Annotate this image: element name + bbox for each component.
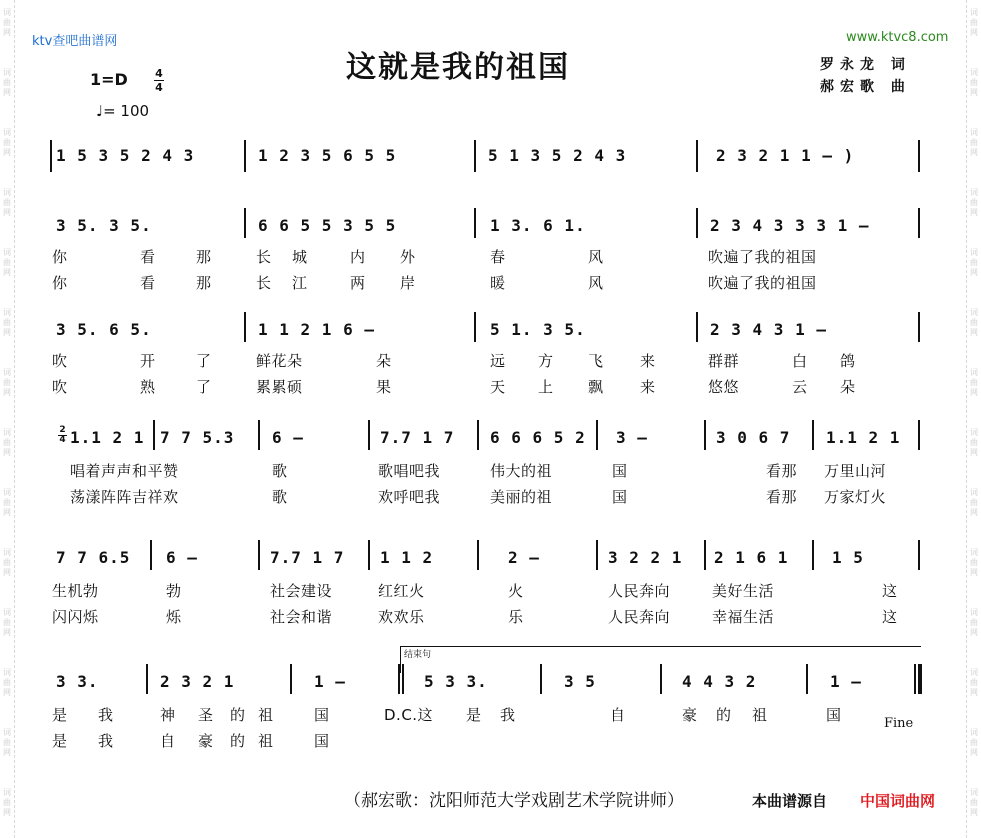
barline [918, 208, 920, 238]
watermark-glyph: 词 曲 网 [970, 668, 978, 697]
barline [696, 208, 698, 238]
lyric: 朵 [376, 352, 392, 370]
composer-credit: 郝宏歌 曲 [820, 79, 911, 95]
lyric: 圣 [198, 706, 214, 724]
measure: 1 1 2 [380, 548, 434, 567]
lyric: 你 [52, 274, 68, 292]
measure: 3 2 2 1 [608, 548, 683, 567]
barline [918, 312, 920, 342]
measure: 1.1 2 1 [826, 428, 901, 447]
barline [806, 664, 808, 694]
lyric: 豪 [198, 732, 214, 750]
lyric: 神 [160, 706, 176, 724]
barline [696, 140, 698, 172]
barline [918, 540, 920, 570]
measure: 6 – [272, 428, 304, 447]
barline [540, 664, 542, 694]
measure: 6 6 6 5 2 [490, 428, 586, 447]
measure: 5 3 3. [424, 672, 488, 691]
barline [474, 140, 476, 172]
lyric: 群群 [708, 352, 740, 370]
lyric: 祖 [258, 706, 274, 724]
measure: 3 5 [564, 672, 596, 691]
lyric: 开 [140, 352, 156, 370]
lyric: 吹 [52, 378, 68, 396]
lyric: 了 [196, 352, 212, 370]
lyric: 是 [52, 732, 68, 750]
watermark-glyph: 词 曲 网 [3, 188, 11, 217]
right-watermark-strip [966, 0, 981, 838]
watermark-glyph: 词 曲 网 [970, 608, 978, 637]
measure: 1 – [830, 672, 862, 691]
barline [918, 420, 920, 450]
watermark-glyph: 词 曲 网 [3, 548, 11, 577]
watermark-glyph: 词 曲 网 [3, 428, 11, 457]
lyric: 万家灯火 [824, 488, 887, 506]
lyric: 闪闪烁 [52, 608, 99, 626]
measure: 1 1 2 1 6 – [258, 320, 375, 339]
lyric: 国 [314, 706, 330, 724]
barline [477, 540, 479, 570]
lyric: 江 [292, 274, 308, 292]
watermark-glyph: 词 曲 网 [3, 68, 11, 97]
lyric: 自 [610, 706, 626, 724]
measure: 3 5. 3 5. [56, 216, 152, 235]
barline [812, 420, 814, 450]
lyric: 红红火 [378, 582, 425, 600]
lyric: 生机勃 [52, 582, 99, 600]
watermark-glyph: 词 曲 网 [970, 488, 978, 517]
watermark-glyph: 词 曲 网 [3, 728, 11, 757]
song-title: 这就是我的祖国 [346, 50, 570, 85]
lyric: 春 [490, 248, 506, 266]
lyric: 云 [792, 378, 808, 396]
lyric: 风 [588, 248, 604, 266]
time-signature [154, 68, 164, 93]
measure: 1.1 2 1 [70, 428, 145, 447]
lyric: 风 [588, 274, 604, 292]
measure: 5 1 3 5 2 4 3 [488, 146, 627, 165]
barline [368, 540, 370, 570]
time-signature-2-4: 2 4 [59, 425, 66, 445]
lyric: 荡漾阵阵吉祥欢 [70, 488, 179, 506]
lyric: 看 [140, 274, 156, 292]
tempo-marking: ♩= 100 [96, 102, 150, 120]
watermark-glyph: 词 曲 网 [3, 8, 11, 37]
measure: 2 3 2 1 1 – ) [716, 146, 855, 165]
lyric: 悠悠 [708, 378, 740, 396]
source-site-link[interactable]: 中国词曲网 [860, 792, 936, 810]
lyric: 来 [640, 378, 656, 396]
barline-double [398, 664, 400, 694]
lyric: 长 [256, 274, 272, 292]
watermark-glyph: 词 曲 网 [3, 128, 11, 157]
lyric: 看 [140, 248, 156, 266]
watermark-glyph: 词 曲 网 [3, 308, 11, 337]
composer-note: （郝宏歌：沈阳师范大学戏剧艺术学院讲师） [344, 791, 684, 811]
lyric: 果 [376, 378, 392, 396]
watermark-glyph: 词 曲 网 [970, 428, 978, 457]
lyric: 烁 [166, 608, 182, 626]
barline [244, 140, 246, 172]
lyric: 火 [508, 582, 524, 600]
lyric: 自 [160, 732, 176, 750]
lyric: 那 [196, 248, 212, 266]
lyric: 吹遍了我的祖国 [708, 274, 817, 292]
lyric: 美丽的祖 [490, 488, 553, 506]
watermark-glyph: 词 曲 网 [3, 788, 11, 817]
lyric: 万里山河 [824, 462, 887, 480]
lyric: 了 [196, 378, 212, 396]
lyric: 两 [350, 274, 366, 292]
ending-label: 结束句 [404, 650, 432, 660]
key-signature: 1=D [90, 70, 128, 89]
barline [258, 420, 260, 450]
lyric: 飘 [588, 378, 604, 396]
watermark-glyph: 词 曲 网 [970, 788, 978, 817]
lyric: 暖 [490, 274, 506, 292]
lyric: 国 [314, 732, 330, 750]
lyric: 国 [612, 462, 628, 480]
lyric: 祖 [752, 706, 768, 724]
lyric: 朵 [840, 378, 856, 396]
final-barline-thin [914, 664, 916, 694]
lyricist-credit: 罗永龙 词 [820, 57, 911, 73]
measure: 1 – [314, 672, 346, 691]
lyric: 人民奔向 [608, 582, 671, 600]
barline [153, 420, 155, 450]
lyric: 鲜花朵 [256, 352, 303, 370]
lyric: 岸 [400, 274, 416, 292]
watermark-glyph: 词 曲 网 [3, 368, 11, 397]
measure: 2 – [508, 548, 540, 567]
barline [474, 208, 476, 238]
barline [474, 312, 476, 342]
lyric: 我 [98, 732, 114, 750]
measure: 2 3 4 3 3 3 1 – [710, 216, 870, 235]
barline [244, 312, 246, 342]
time-signature-top: 4 [155, 67, 163, 80]
measure: 3 0 6 7 [716, 428, 791, 447]
lyric: 是 [466, 706, 482, 724]
lyric: 社会建设 [270, 582, 333, 600]
lyric: 上 [538, 378, 554, 396]
measure: 7 7 5.3 [160, 428, 235, 447]
barline [596, 540, 598, 570]
lyric: 吹 [52, 352, 68, 370]
watermark-glyph: 词 曲 网 [970, 248, 978, 277]
site-link-left[interactable]: ktv查吧曲谱网 [32, 34, 118, 49]
lyric: 内 [350, 248, 366, 266]
lyric: 你 [52, 248, 68, 266]
start-barline [50, 140, 52, 172]
barline [258, 540, 260, 570]
watermark-glyph: 词 曲 网 [3, 248, 11, 277]
barline [704, 540, 706, 570]
final-barline-thick [918, 664, 922, 694]
lyric: 天 [490, 378, 506, 396]
barline-double [402, 664, 404, 694]
lyric: 我 [98, 706, 114, 724]
lyric: 看那 [766, 488, 798, 506]
lyric: 欢呼吧我 [378, 488, 441, 506]
lyric: 是 [52, 706, 68, 724]
time-signature-bottom: 4 [155, 81, 163, 94]
barline [368, 420, 370, 450]
lyric: 我 [500, 706, 516, 724]
measure: 3 5. 6 5. [56, 320, 152, 339]
measure: 3 – [616, 428, 648, 447]
watermark-glyph: 词 曲 网 [970, 68, 978, 97]
watermark-glyph: 词 曲 网 [970, 188, 978, 217]
watermark-glyph: 词 曲 网 [970, 308, 978, 337]
measure: 1 5 [832, 548, 864, 567]
lyric: 白 [792, 352, 808, 370]
watermark-glyph: 词 曲 网 [970, 548, 978, 577]
measure: 7 7 6.5 [56, 548, 131, 567]
lyric: 豪 [682, 706, 698, 724]
lyric: 看那 [766, 462, 798, 480]
watermark-glyph: 词 曲 网 [3, 488, 11, 517]
barline [290, 664, 292, 694]
barline [660, 664, 662, 694]
barline [146, 664, 148, 694]
lyric: 勃 [166, 582, 182, 600]
lyric: 幸福生活 [712, 608, 775, 626]
lyric: 吹遍了我的祖国 [708, 248, 817, 266]
lyric: 的 [230, 706, 246, 724]
lyric: 这 [882, 582, 898, 600]
source-prefix: 本曲谱源自 [752, 792, 828, 810]
barline [150, 540, 152, 570]
lyric: 祖 [258, 732, 274, 750]
measure: 7.7 1 7 [270, 548, 345, 567]
lyric: 歌 [272, 462, 288, 480]
lyric: 那 [196, 274, 212, 292]
measure: 5 1. 3 5. [490, 320, 586, 339]
measure: 1 5 3 5 2 4 3 [56, 146, 195, 165]
lyric: 社会和谐 [270, 608, 333, 626]
lyric: 的 [230, 732, 246, 750]
lyric: 歌唱吧我 [378, 462, 441, 480]
lyric: 美好生活 [712, 582, 775, 600]
barline [812, 540, 814, 570]
measure: 2 1 6 1 [714, 548, 789, 567]
measure: 6 – [166, 548, 198, 567]
lyric: 国 [826, 706, 842, 724]
lyric: 国 [612, 488, 628, 506]
lyric: D.C.这 [384, 706, 434, 724]
measure: 2 3 2 1 [160, 672, 235, 691]
lyric: 鸽 [840, 352, 856, 370]
lyric: 伟大的祖 [490, 462, 553, 480]
watermark-glyph: 词 曲 网 [3, 608, 11, 637]
lyric: 这 [882, 608, 898, 626]
lyric: 歌 [272, 488, 288, 506]
lyric: 来 [640, 352, 656, 370]
lyric: 城 [292, 248, 308, 266]
measure: 3 3. [56, 672, 99, 691]
watermark-glyph: 词 曲 网 [970, 128, 978, 157]
watermark-glyph: 词 曲 网 [970, 8, 978, 37]
site-link-right[interactable]: www.ktvc8.com [846, 30, 949, 45]
barline [596, 420, 598, 450]
measure: 1 2 3 5 6 5 5 [258, 146, 397, 165]
lyric: 外 [400, 248, 416, 266]
watermark-glyph: 词 曲 网 [970, 368, 978, 397]
barline [918, 140, 920, 172]
lyric: 欢欢乐 [378, 608, 425, 626]
lyric: 乐 [508, 608, 524, 626]
lyric: 累累硕 [256, 378, 303, 396]
watermark-glyph: 词 曲 网 [970, 728, 978, 757]
lyric: 远 [490, 352, 506, 370]
lyric: 长 [256, 248, 272, 266]
left-watermark-strip [0, 0, 15, 838]
lyric: 人民奔向 [608, 608, 671, 626]
measure: 6 6 5 5 3 5 5 [258, 216, 397, 235]
measure: 1 3. 6 1. [490, 216, 586, 235]
lyric: 熟 [140, 378, 156, 396]
barline [696, 312, 698, 342]
measure: 7.7 1 7 [380, 428, 455, 447]
barline [477, 420, 479, 450]
barline [704, 420, 706, 450]
watermark-glyph: 词 曲 网 [3, 668, 11, 697]
lyric: 飞 [588, 352, 604, 370]
lyric: 唱着声声和平赞 [70, 462, 179, 480]
fine-marking: Fine [884, 716, 914, 731]
measure: 4 4 3 2 [682, 672, 757, 691]
barline [244, 208, 246, 238]
measure: 2 3 4 3 1 – [710, 320, 827, 339]
lyric: 的 [716, 706, 732, 724]
lyric: 方 [538, 352, 554, 370]
